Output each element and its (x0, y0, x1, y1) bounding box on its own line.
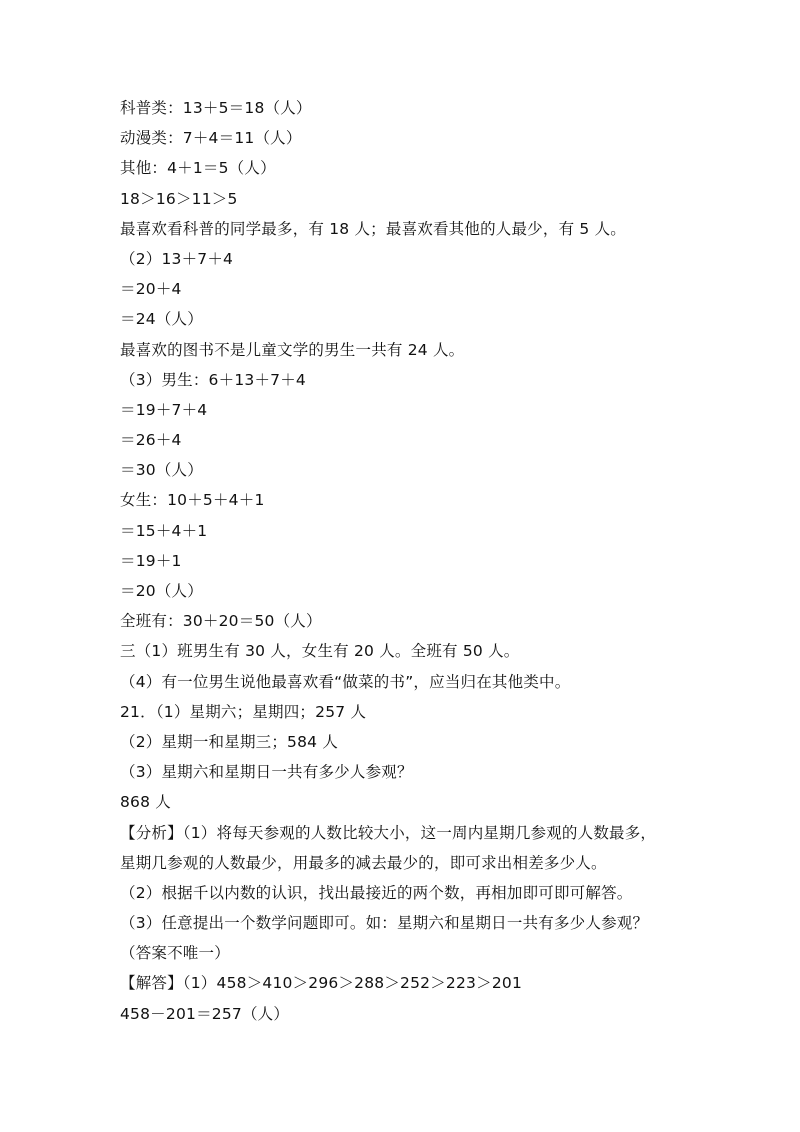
answer-text-block (120, 93, 720, 1029)
text-line: 868 人 (120, 793, 172, 812)
text-line: 最喜欢的图书不是儿童文学的男生一共有 24 人。 (120, 340, 465, 359)
text-line: （答案不唯一） (120, 944, 230, 963)
text-line: 星期几参观的人数最少，用最多的减去最少的，即可求出相差多少人。 (120, 853, 607, 872)
text-line: 【分析】（1）将每天参观的人数比较大小，这一周内星期几参观的人数最多， (120, 823, 657, 842)
text-line: 动漫类：7＋4＝11（人） (120, 129, 302, 148)
text-line: ＝26＋4 (120, 431, 182, 450)
text-line: （2）根据千以内数的认识，找出最接近的两个数，再相加即可即可解答。 (120, 883, 633, 902)
text-line: （2）13＋7＋4 (120, 249, 234, 268)
text-line: 科普类：13＋5＝18（人） (120, 99, 312, 117)
text-line: 21．（1）星期六；星期四；257 人 (120, 702, 367, 721)
text-line: （3）星期六和星期日一共有多少人参观？ (120, 763, 413, 782)
text-line: ＝15＋4＋1 (120, 521, 208, 540)
text-line: （3）男生：6＋13＋7＋4 (120, 370, 306, 389)
text-line: 458－201＝257（人） (120, 1004, 290, 1023)
text-line: （3）任意提出一个数学问题即可。如：星期六和星期日一共有多少人参观？ (120, 914, 649, 933)
text-line: ＝24（人） (120, 310, 203, 329)
text-line: ＝20＋4 (120, 280, 182, 299)
text-line: （4）有一位男生说他最喜欢看“做菜的书”，应当归在其他类中。 (120, 672, 571, 691)
text-line: 三（1）班男生有 30 人，女生有 20 人。全班有 50 人。 (120, 642, 520, 661)
text-line: 女生：10＋5＋4＋1 (120, 491, 265, 510)
text-line: ＝30（人） (120, 461, 203, 480)
text-line: 最喜欢看科普的同学最多，有 18 人；最喜欢看其他的人最少，有 5 人。 (120, 219, 626, 238)
text-line: 全班有：30＋20＝50（人） (120, 612, 322, 631)
text-line: ＝19＋1 (120, 551, 182, 570)
text-line: 【解答】（1）458＞410＞296＞288＞252＞223＞201 (120, 974, 523, 993)
text-line: ＝20（人） (120, 582, 203, 600)
text-line: ＝19＋7＋4 (120, 400, 208, 419)
text-line: 18＞16＞11＞5 (120, 189, 238, 208)
text-line: 其他：4＋1＝5（人） (120, 159, 276, 178)
text-line: （2）星期一和星期三；584 人 (120, 732, 339, 751)
